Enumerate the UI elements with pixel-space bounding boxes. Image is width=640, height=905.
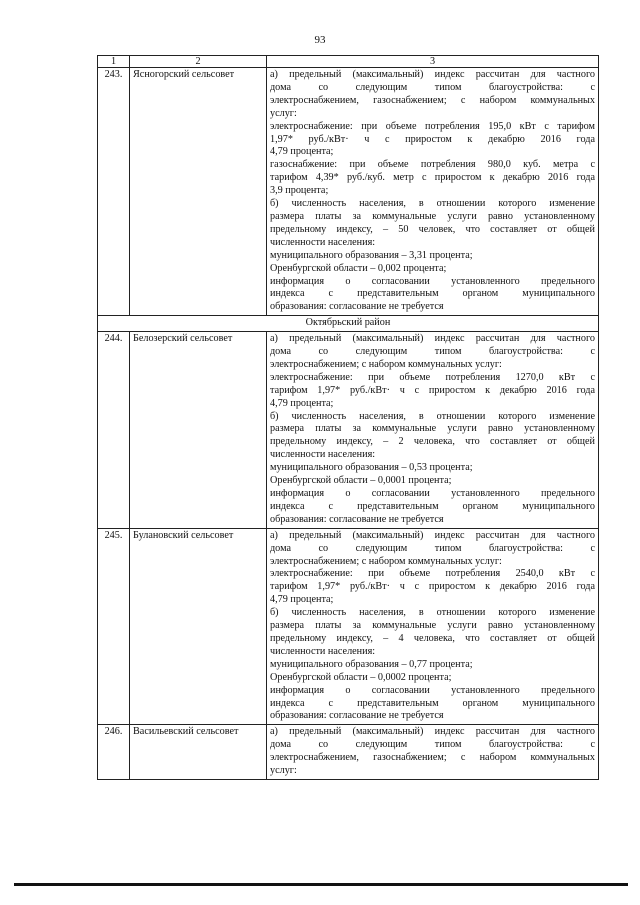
description-line: услуг: (270, 107, 297, 119)
description-line: тарифом 1,97* руб./кВт· ч с приростом к декабрю 2016 года (270, 581, 595, 593)
municipality-name: Ясногорский сельсовет (130, 68, 267, 316)
description-line: электроснабжение: при объеме потребления 195,0 кВт с тарифом (270, 120, 595, 132)
row-number: 244. (98, 332, 130, 529)
description-line: индекса с представительным органом муниципального (270, 500, 595, 512)
description-line: дома со следующим типом благоустройства: с (270, 346, 595, 358)
description-line: численности населения: (270, 449, 376, 461)
index-description (267, 725, 599, 780)
description-line: информация о согласовании установленного предельного (270, 684, 595, 696)
description-line: образования: согласование не требуется (270, 513, 444, 525)
description-line: предельному индексу, – 50 человек, что составляет от общей (270, 223, 595, 235)
description-line: тарифом 4,39* руб./куб. метр с приростом к декабрю 2016 года (270, 172, 595, 184)
row-number: 245. (98, 528, 130, 725)
description-line: муниципального образования – 0,53 процента; (270, 462, 473, 474)
section-row (98, 316, 599, 332)
municipality-name: Васильевский сельсовет (130, 725, 267, 780)
column-number-3: 3 (267, 56, 599, 68)
description-line: электроснабжением; с набором коммунальных услуг: (270, 358, 502, 370)
description-line: электроснабжение: при объеме потребления 1270,0 кВт с (270, 371, 595, 383)
description-line: б) численность населения, в отношении которого изменение (270, 198, 595, 210)
description-line: дома со следующим типом благоустройства: с (270, 81, 595, 93)
description-line: а) предельный (максимальный) индекс рассчитан для частного (270, 333, 595, 345)
description-line: а) предельный (максимальный) индекс рассчитан для частного (270, 529, 595, 541)
column-number-row (98, 56, 599, 68)
description-line: индекса с представительным органом муниципального (270, 288, 595, 300)
description-line: индекса с представительным органом муниципального (270, 697, 595, 709)
description-line: электроснабжением, газоснабжением; с набором коммунальных (270, 752, 595, 764)
page-number: 93 (314, 34, 326, 46)
description-line: 3,9 процента; (270, 185, 329, 197)
description-line: размера платы за коммунальные услуги равно установленному (270, 423, 595, 435)
description-line: образования: согласование не требуется (270, 301, 444, 313)
description-line: информация о согласовании установленного предельного (270, 275, 595, 287)
description-line: дома со следующим типом благоустройства: с (270, 739, 595, 751)
index-description (267, 528, 599, 725)
municipality-name: Булановский сельсовет (130, 528, 267, 725)
description-line: газоснабжение: при объеме потребления 980,0 куб. метра с (270, 159, 595, 171)
description-line: а) предельный (максимальный) индекс рассчитан для частного (270, 69, 595, 80)
description-line: дома со следующим типом благоустройства: с (270, 542, 595, 554)
index-description (267, 68, 599, 316)
description-line: 4,79 процента; (270, 146, 334, 158)
column-number-2: 2 (130, 56, 267, 68)
description-line: муниципального образования – 0,77 процента; (270, 658, 473, 670)
table-row (98, 332, 599, 529)
description-line: Оренбургской области – 0,0002 процента; (270, 671, 452, 683)
description-line: предельному индексу, – 2 человека, что составляет от общей (270, 436, 595, 448)
description-line: предельному индексу, – 4 человека, что составляет от общей (270, 632, 595, 644)
row-number: 246. (98, 725, 130, 780)
description-line: Оренбургской области – 0,002 процента; (270, 262, 447, 274)
description-line: 4,79 процента; (270, 397, 334, 409)
description-line: а) предельный (максимальный) индекс рассчитан для частного (270, 726, 595, 738)
description-line: электроснабжением; с набором коммунальных услуг: (270, 555, 502, 567)
bottom-rule (14, 883, 628, 886)
description-line: 4,79 процента; (270, 594, 334, 606)
index-description (267, 332, 599, 529)
description-line: образования: согласование не требуется (270, 710, 444, 722)
table-row (98, 68, 599, 316)
description-line: электроснабжение: при объеме потребления 2540,0 кВт с (270, 568, 595, 580)
section-title: Октябрьский район (98, 316, 599, 332)
description-line: информация о согласовании установленного предельного (270, 488, 595, 499)
row-number: 243. (98, 68, 130, 316)
description-line: электроснабжением, газоснабжением; с набором коммунальных (270, 94, 595, 106)
description-line: численности населения: (270, 236, 376, 248)
table-row (98, 528, 599, 725)
municipality-name: Белозерский сельсовет (130, 332, 267, 529)
description-line: Оренбургской области – 0,0001 процента; (270, 475, 452, 487)
table-row (98, 725, 599, 780)
column-number-1: 1 (98, 56, 130, 68)
description-line: услуг: (270, 765, 297, 777)
description-line: б) численность населения, в отношении которого изменение (270, 410, 595, 422)
description-line: 1,97* руб./кВт· ч с приростом к декабрю 2016 года (270, 133, 595, 145)
tariff-index-table (97, 55, 599, 780)
description-line: численности населения: (270, 645, 376, 657)
description-line: б) численность населения, в отношении которого изменение (270, 607, 595, 619)
description-line: тарифом 1,97* руб./кВт· ч с приростом к декабрю 2016 года (270, 384, 595, 396)
description-line: размера платы за коммунальные услуги равно установленному (270, 210, 595, 222)
description-line: размера платы за коммунальные услуги равно установленному (270, 620, 595, 632)
description-line: муниципального образования – 3,31 процента; (270, 249, 473, 261)
